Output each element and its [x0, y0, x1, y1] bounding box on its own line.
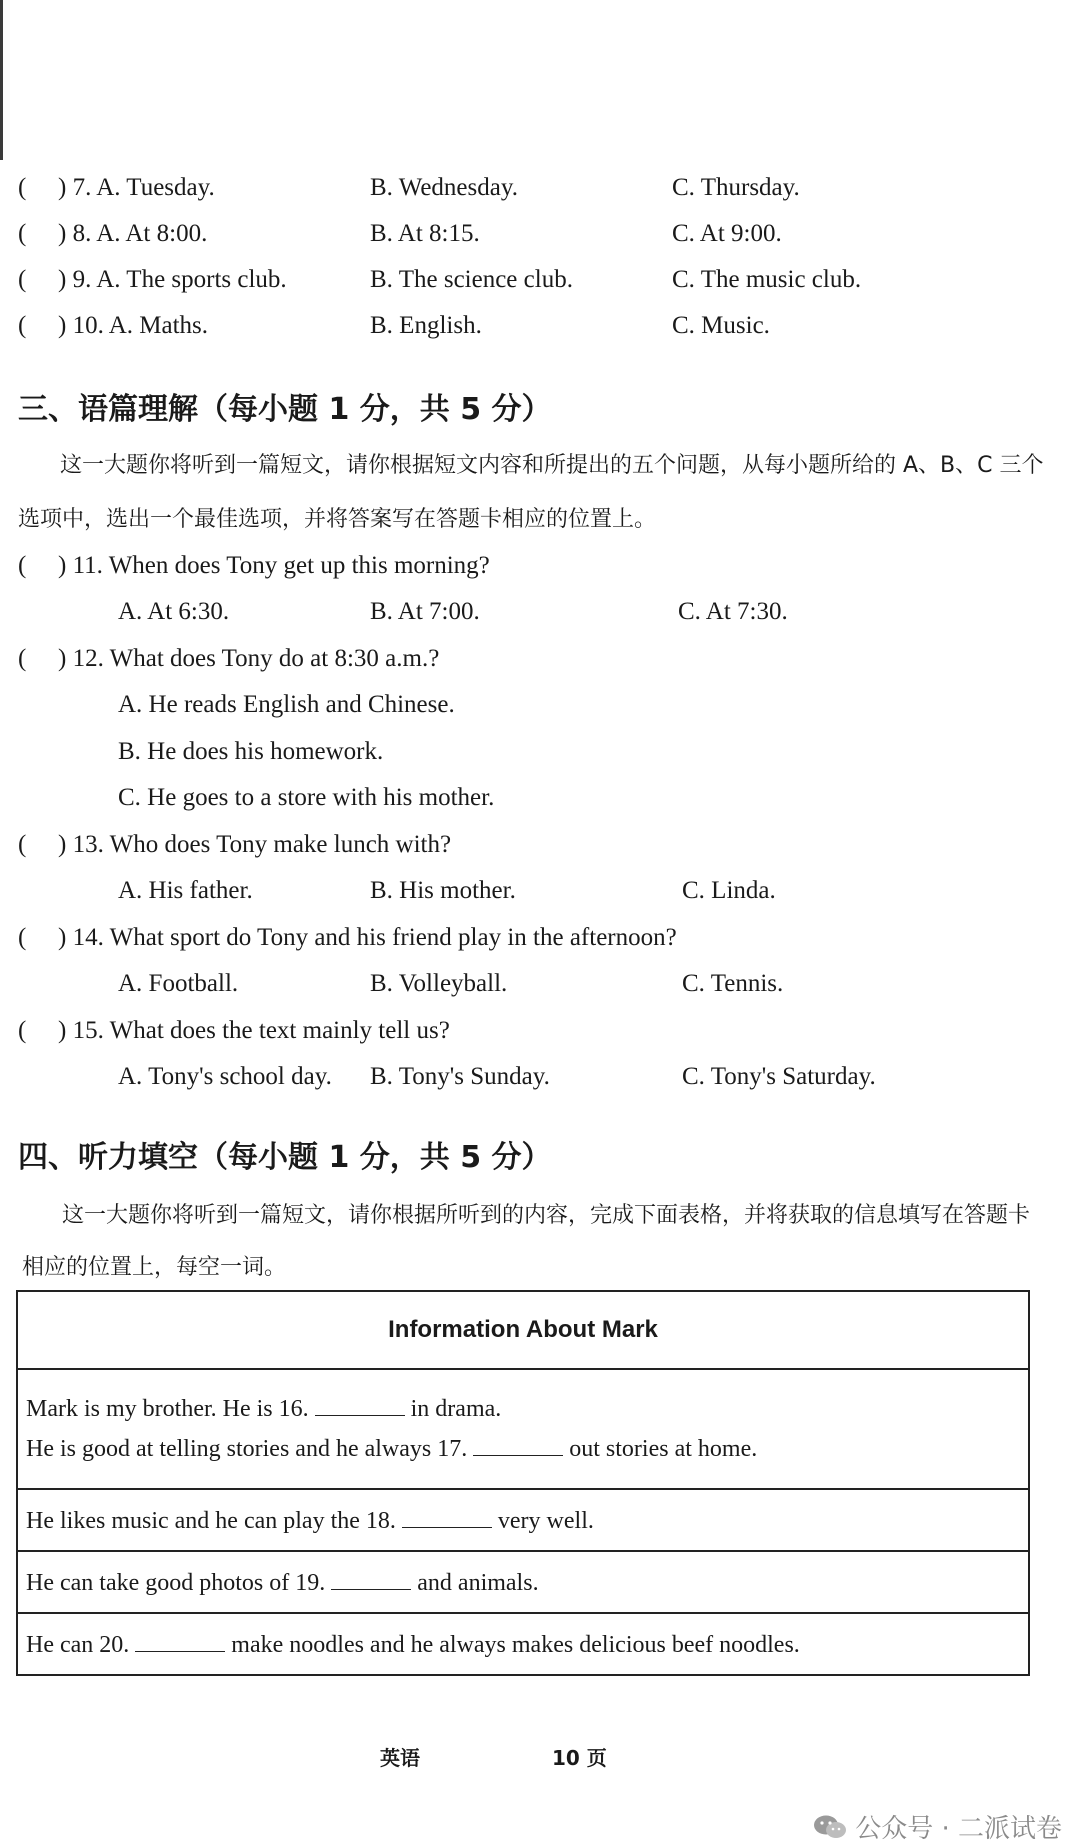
- answer-paren: (: [18, 1017, 27, 1044]
- table-row: He can take good photos of 19. and animals.: [17, 1551, 1029, 1613]
- question-7-stem: ) 7. A. Tuesday.: [58, 174, 215, 201]
- table-row-1-line-1: Mark is my brother. He is 16. in drama.: [26, 1389, 1020, 1429]
- table-row: He likes music and he can play the 18. very well.: [17, 1489, 1029, 1551]
- table-row: He can 20. make noodles and he always makes delicious beef noodles.: [17, 1613, 1029, 1675]
- question-14-stem: ) 14. What sport do Tony and his friend play in the afternoon?: [58, 924, 677, 951]
- question-9-stem: ) 9. A. The sports club.: [58, 266, 287, 293]
- watermark: [813, 1808, 1062, 1845]
- question-15-option-b: B. Tony's Sunday.: [370, 1063, 550, 1090]
- question-11-option-c: C. At 7:30.: [678, 598, 788, 625]
- question-8-stem: ) 8. A. At 8:00.: [58, 220, 208, 247]
- question-13-option-b: B. His mother.: [370, 877, 516, 904]
- page-edge: [0, 0, 3, 160]
- question-12-option-c: C. He goes to a store with his mother.: [118, 784, 495, 811]
- question-14-option-a: A. Football.: [118, 970, 239, 997]
- answer-paren: (: [18, 552, 27, 579]
- footer-page: 10 页: [552, 1746, 607, 1770]
- section-4-instruction-line-2: 相应的位置上，每空一词。: [22, 1255, 287, 1280]
- question-11-option-a: A. At 6:30.: [118, 598, 230, 625]
- question-13-stem: ) 13. Who does Tony make lunch with?: [58, 831, 452, 858]
- section-3-instruction-line-2: 选项中，选出一个最佳选项，并将答案写在答题卡相应的位置上。: [18, 507, 657, 532]
- question-12-stem: ) 12. What does Tony do at 8:30 a.m.?: [58, 645, 440, 672]
- question-11-stem: ) 11. When does Tony get up this morning?: [58, 552, 490, 579]
- blank-19[interactable]: [331, 1567, 411, 1590]
- wechat-icon: [813, 1814, 847, 1840]
- question-13-option-c: C. Linda.: [682, 877, 776, 904]
- blank-20[interactable]: [135, 1629, 225, 1652]
- question-10-option-b: B. English.: [370, 312, 482, 339]
- answer-paren: (: [18, 266, 27, 293]
- footer-subject: 英语: [380, 1746, 420, 1770]
- question-15-option-a: A. Tony's school day.: [118, 1063, 332, 1090]
- question-14-option-b: B. Volleyball.: [370, 970, 508, 997]
- table-title: Information About Mark: [17, 1291, 1029, 1369]
- question-7-option-b: B. Wednesday.: [370, 174, 518, 201]
- table-row: [17, 1369, 1029, 1489]
- table-row-1-line-2: He is good at telling stories and he always 17. out stories at home.: [26, 1429, 1020, 1469]
- question-7-option-c: C. Thursday.: [672, 174, 800, 201]
- answer-paren: (: [18, 645, 27, 672]
- question-13-option-a: A. His father.: [118, 877, 253, 904]
- question-15-option-c: C. Tony's Saturday.: [682, 1063, 876, 1090]
- question-8-option-b: B. At 8:15.: [370, 220, 480, 247]
- watermark-text: 公众号 · 二派试卷: [855, 1814, 1062, 1844]
- answer-paren: (: [18, 312, 27, 339]
- question-14-option-c: C. Tennis.: [682, 970, 784, 997]
- question-12-option-b: B. He does his homework.: [118, 738, 384, 765]
- section-4-instruction-line-1: 这一大题你将听到一篇短文，请你根据所听到的内容，完成下面表格，并将获取的信息填写在答题卡: [62, 1203, 1031, 1228]
- answer-paren: (: [18, 220, 27, 247]
- question-9-option-b: B. The science club.: [370, 266, 573, 293]
- question-15-stem: ) 15. What does the text mainly tell us?: [58, 1017, 450, 1044]
- blank-18[interactable]: [402, 1505, 492, 1528]
- question-11-option-b: B. At 7:00.: [370, 598, 480, 625]
- answer-paren: (: [18, 924, 27, 951]
- question-10-stem: ) 10. A. Maths.: [58, 312, 208, 339]
- answer-paren: (: [18, 174, 27, 201]
- section-3-instruction-line-1: 这一大题你将听到一篇短文，请你根据短文内容和所提出的五个问题，从每小题所给的 A、B、C 三个: [60, 453, 1044, 478]
- information-table: [16, 1290, 1030, 1676]
- question-9-option-c: C. The music club.: [672, 266, 862, 293]
- answer-paren: (: [18, 831, 27, 858]
- section-3-title: 三、语篇理解（每小题 1 分，共 5 分）: [18, 392, 552, 427]
- question-8-option-c: C. At 9:00.: [672, 220, 782, 247]
- question-12-option-a: A. He reads English and Chinese.: [118, 691, 455, 718]
- question-10-option-c: C. Music.: [672, 312, 770, 339]
- blank-16[interactable]: [315, 1393, 405, 1416]
- blank-17[interactable]: [473, 1433, 563, 1456]
- section-4-title: 四、听力填空（每小题 1 分，共 5 分）: [18, 1140, 552, 1175]
